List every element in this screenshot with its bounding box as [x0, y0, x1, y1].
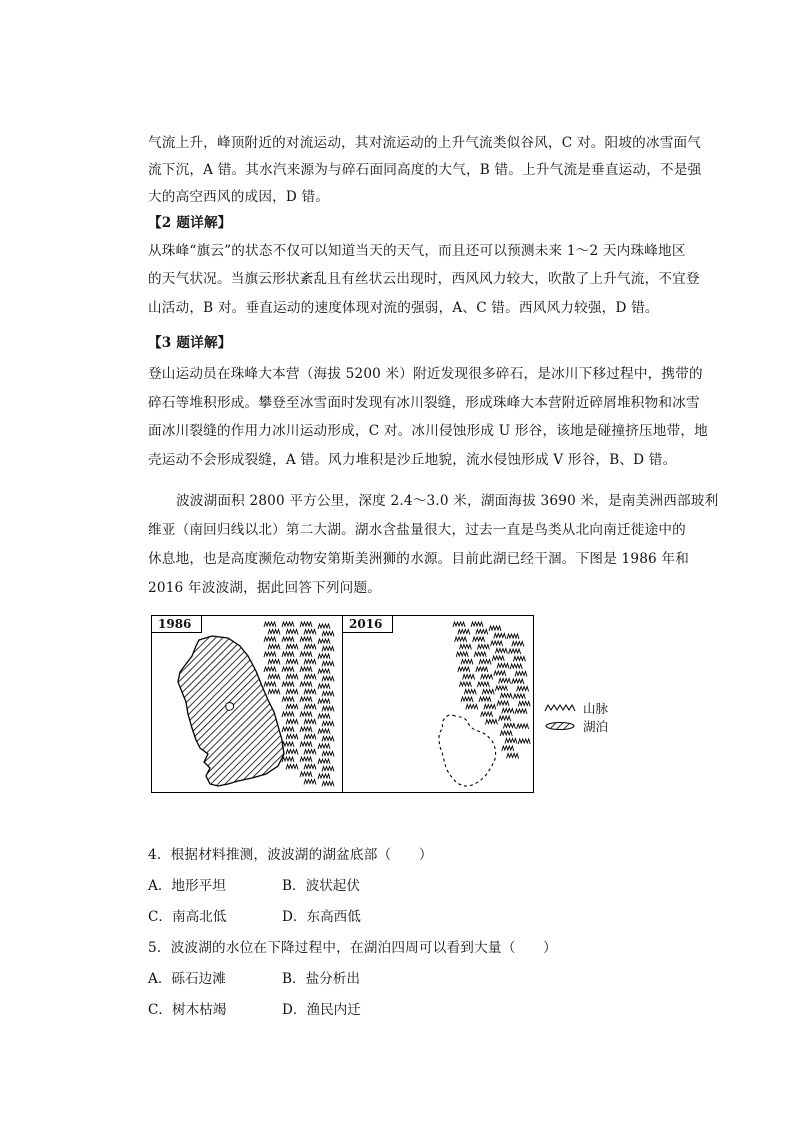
mountain-symbol	[318, 714, 330, 719]
mountain-symbol	[507, 754, 519, 759]
question-5-stem: 5．波波湖的水位在下降过程中，在湖泊四周可以看到大量（ ）	[148, 940, 557, 956]
mountain-symbol	[264, 637, 276, 642]
mountain-symbol	[300, 667, 312, 672]
mountain-symbol	[304, 750, 316, 755]
mountain-symbol	[482, 690, 494, 695]
mountain-symbol	[282, 652, 294, 657]
mountain-symbol	[322, 767, 334, 772]
map-2016-label: 2016	[343, 616, 393, 633]
mountain-symbol	[286, 675, 298, 680]
question-5-option-a[interactable]: A．砾石边滩	[148, 971, 226, 987]
mountain-symbol	[318, 639, 330, 644]
mountain-symbol	[515, 709, 527, 714]
map-1986-drawing	[152, 616, 342, 792]
mountain-symbol	[322, 752, 334, 757]
mountain-symbol	[318, 624, 330, 629]
mountain-symbol	[458, 667, 470, 672]
mountain-symbol	[518, 702, 530, 707]
mountain-symbol	[463, 675, 475, 680]
map-1986-label: 1986	[152, 616, 202, 633]
mountain-symbol	[268, 660, 280, 665]
mountain-symbol	[459, 682, 471, 687]
explanation-1-line-1: 气流上升，峰顶附近的对流运动，其对流运动的上升气流类似谷风，C 对。阳坡的冰雪面气	[148, 135, 702, 151]
mountain-symbol	[304, 690, 316, 695]
mountain-symbol	[455, 637, 467, 642]
explanation-3-line-4: 壳运动不会形成裂缝，A 错。风力堆积是沙丘地貌，流水侵蚀形成 V 形谷，B、D 错。	[148, 452, 677, 468]
mountain-symbol	[286, 660, 298, 665]
mountain-symbol	[322, 782, 334, 787]
mountain-symbol	[304, 780, 316, 785]
explanation-1-line-2: 流下沉，A 错。其水汽来源为与碎石面同高度的大气，B 错。上升气流是垂直运动，不是强	[148, 162, 702, 178]
mountain-symbol	[300, 772, 312, 777]
mountain-symbol	[318, 684, 330, 689]
mountain-symbol	[484, 705, 496, 710]
mountain-symbol	[474, 652, 486, 657]
question-5-option-d[interactable]: D．渔民内迁	[282, 1002, 361, 1018]
question-4-option-a[interactable]: A．地形平坦	[148, 878, 226, 894]
material-line-1: 波波湖面积 2800 平方公里，深度 2.4～3.0 米，湖面海拔 3690 米，是南美洲西部玻利	[176, 493, 719, 509]
explanation-2-line-3: 山活动，B 对。垂直运动的速度体现对流的强弱，A、C 错。西风风力较强，D 错。	[148, 300, 659, 316]
mountain-symbol	[286, 750, 298, 755]
mountain-symbol	[510, 664, 522, 669]
mountain-symbol	[479, 697, 491, 702]
mountain-symbol	[300, 712, 312, 717]
mountain-symbol	[318, 759, 330, 764]
mountain-symbol	[322, 632, 334, 637]
mountain-symbol	[286, 720, 298, 725]
explanation-3-line-3: 面冰川裂缝的作用力冰川运动形成，C 对。冰川侵蚀形成 U 形谷，该地是碰撞挤压地带，地	[148, 423, 708, 439]
mountain-symbol	[518, 739, 530, 744]
mountain-symbol	[286, 735, 298, 740]
mountain-symbol	[517, 724, 529, 729]
mountain-symbol	[318, 729, 330, 734]
legend-lake-label: 湖泊	[583, 719, 609, 734]
explanation-3-line-2: 碎石等堆积形成。攀登至冰雪面时发现有冰川裂缝，形成珠峰大本营附近碎屑堆积物和冰雪	[148, 395, 700, 411]
explanation-3-line-1: 登山运动员在珠峰大本营（海拔 5200 米）附近发现很多碎石，是冰川下移过程中，携带的	[148, 366, 703, 382]
mountain-symbol	[322, 677, 334, 682]
mountain-symbol	[505, 739, 517, 744]
mountain-symbol	[318, 699, 330, 704]
mountain-symbol	[318, 654, 330, 659]
mountain-symbol	[502, 709, 514, 714]
mountain-symbol	[300, 682, 312, 687]
mountain-symbol	[322, 707, 334, 712]
mountain-symbol	[473, 637, 485, 642]
mountain-symbol	[300, 622, 312, 627]
mountain-symbol	[286, 690, 298, 695]
mountain-symbol	[491, 641, 503, 646]
mountain-symbol	[499, 716, 511, 721]
mountain-symbol	[492, 656, 504, 661]
explanation-2-line-1: 从珠峰“旗云”的状态不仅可以知道当天的天气，而且还可以预测未来 1～2 天内珠峰地区	[148, 243, 686, 259]
mountain-symbol	[512, 642, 524, 647]
mountain-symbol	[282, 727, 294, 732]
island-1986	[226, 703, 234, 711]
mountain-symbol	[282, 742, 294, 747]
mountain-symbol	[481, 712, 493, 717]
mountain-symbol	[517, 687, 529, 692]
mountain-symbol	[489, 626, 501, 631]
mountains-2016	[453, 622, 530, 759]
question-4-option-b[interactable]: B．波状起伏	[282, 878, 360, 894]
material-line-4: 2016 年波波湖，据此回答下列问题。	[148, 580, 382, 596]
mountain-symbol	[282, 682, 294, 687]
legend-mountain	[543, 699, 608, 717]
question-4-option-c[interactable]: C．南高北低	[148, 909, 227, 925]
mountain-symbol	[513, 657, 525, 662]
mountain-symbol	[507, 634, 519, 639]
mountain-symbol	[282, 622, 294, 627]
mountain-symbol	[322, 692, 334, 697]
mountain-symbol	[494, 671, 506, 676]
mountain-symbol	[268, 630, 280, 635]
mountain-symbol	[513, 694, 525, 699]
mountain-symbol	[304, 705, 316, 710]
explanation-3-heading: 【3 题详解】	[148, 335, 232, 351]
mountain-symbol	[282, 637, 294, 642]
mountain-symbol	[264, 682, 276, 687]
mountain-symbol	[300, 697, 312, 702]
mountain-symbol	[456, 652, 468, 657]
mountain-symbol	[300, 652, 312, 657]
mountain-symbol	[500, 731, 512, 736]
mountain-symbol	[282, 667, 294, 672]
mountain-symbol	[461, 697, 473, 702]
mountain-symbol	[304, 645, 316, 650]
question-4-option-d[interactable]: D．东高西低	[282, 909, 361, 925]
mountain-symbol	[464, 690, 476, 695]
mountain-symbol	[459, 645, 471, 650]
mountain-symbol	[497, 701, 509, 706]
legend-mountain-label: 山脉	[583, 701, 609, 716]
mountain-symbol	[286, 705, 298, 710]
mountain-symbol	[500, 694, 512, 699]
mountain-symbol	[264, 652, 276, 657]
mountain-symbol	[304, 630, 316, 635]
mountain-symbol	[485, 720, 497, 725]
mountain-symbol	[458, 630, 470, 635]
mountain-symbol	[304, 735, 316, 740]
explanation-2-line-2: 的天气状况。当旗云形状紊乱且有丝状云出现时，西风风力较大，吹散了上升气流，不宜登	[148, 271, 700, 287]
mountain-symbol	[453, 622, 465, 627]
mountain-symbol	[268, 645, 280, 650]
mountain-symbol	[318, 744, 330, 749]
mountain-symbol	[499, 679, 511, 684]
map-2016	[342, 615, 534, 793]
mountain-symbol	[466, 705, 478, 710]
mountain-symbol	[481, 675, 493, 680]
mountain-symbol	[515, 672, 527, 677]
lake-symbol-icon	[543, 721, 577, 731]
mountain-symbol	[304, 660, 316, 665]
explanation-1-line-3: 大的高空西风的成因，D 错。	[148, 189, 330, 205]
mountain-symbol	[282, 712, 294, 717]
mountain-symbol	[509, 649, 521, 654]
map-1986	[151, 615, 343, 793]
mountain-symbol	[300, 742, 312, 747]
mountain-symbol	[268, 675, 280, 680]
mountain-symbol-icon	[543, 703, 577, 713]
lake-1986-shape	[178, 636, 284, 786]
mountain-symbol	[304, 720, 316, 725]
mountain-symbol	[494, 634, 506, 639]
mountain-symbol	[304, 765, 316, 770]
mountain-symbol	[322, 737, 334, 742]
mountain-symbol	[300, 757, 312, 762]
mountain-symbol	[322, 722, 334, 727]
mountain-symbol	[495, 686, 507, 691]
mountain-symbol	[282, 757, 294, 762]
mountain-symbol	[300, 727, 312, 732]
map-legend	[543, 699, 608, 735]
mountain-symbol	[286, 765, 298, 770]
mountain-symbol	[318, 774, 330, 779]
mountain-symbol	[264, 667, 276, 672]
mountain-symbol	[304, 675, 316, 680]
question-5-option-b[interactable]: B．盐分析出	[282, 971, 360, 987]
mountain-symbol	[286, 645, 298, 650]
mountain-symbol	[477, 645, 489, 650]
mountain-symbol	[282, 697, 294, 702]
mountain-symbol	[471, 622, 483, 627]
mountain-symbol	[461, 660, 473, 665]
mountain-symbol	[322, 647, 334, 652]
mountain-symbol	[512, 679, 524, 684]
map-2016-drawing	[343, 616, 533, 792]
mountain-symbol	[502, 746, 514, 751]
mountain-symbol	[264, 622, 276, 627]
explanation-2-heading: 【2 题详解】	[148, 215, 232, 231]
mountain-symbol	[268, 690, 280, 695]
mountain-symbol	[476, 630, 488, 635]
lake-2016-outline	[439, 715, 496, 786]
material-line-2: 维亚（南回归线以北）第二大湖。湖水含盐量很大，过去一直是鸟类从北向南迁徙途中的	[148, 522, 686, 538]
mountain-symbol	[497, 664, 509, 669]
mountain-symbol	[479, 660, 491, 665]
mountain-symbol	[476, 667, 488, 672]
mountain-symbol	[322, 662, 334, 667]
mountain-symbol	[477, 682, 489, 687]
mountain-symbol	[286, 630, 298, 635]
material-line-3: 休息地，也是高度濒危动物安第斯美洲狮的水源。目前此湖已经干涸。下图是 1986 年和	[148, 551, 690, 567]
question-4-stem: 4．根据材料推测，波波湖的湖盆底部（ ）	[148, 847, 433, 863]
mountain-symbol	[495, 649, 507, 654]
mountain-symbol	[318, 669, 330, 674]
question-5-option-c[interactable]: C．树木枯竭	[148, 1002, 227, 1018]
mountain-symbol	[503, 724, 515, 729]
legend-lake	[543, 717, 608, 735]
mountain-symbol	[300, 637, 312, 642]
